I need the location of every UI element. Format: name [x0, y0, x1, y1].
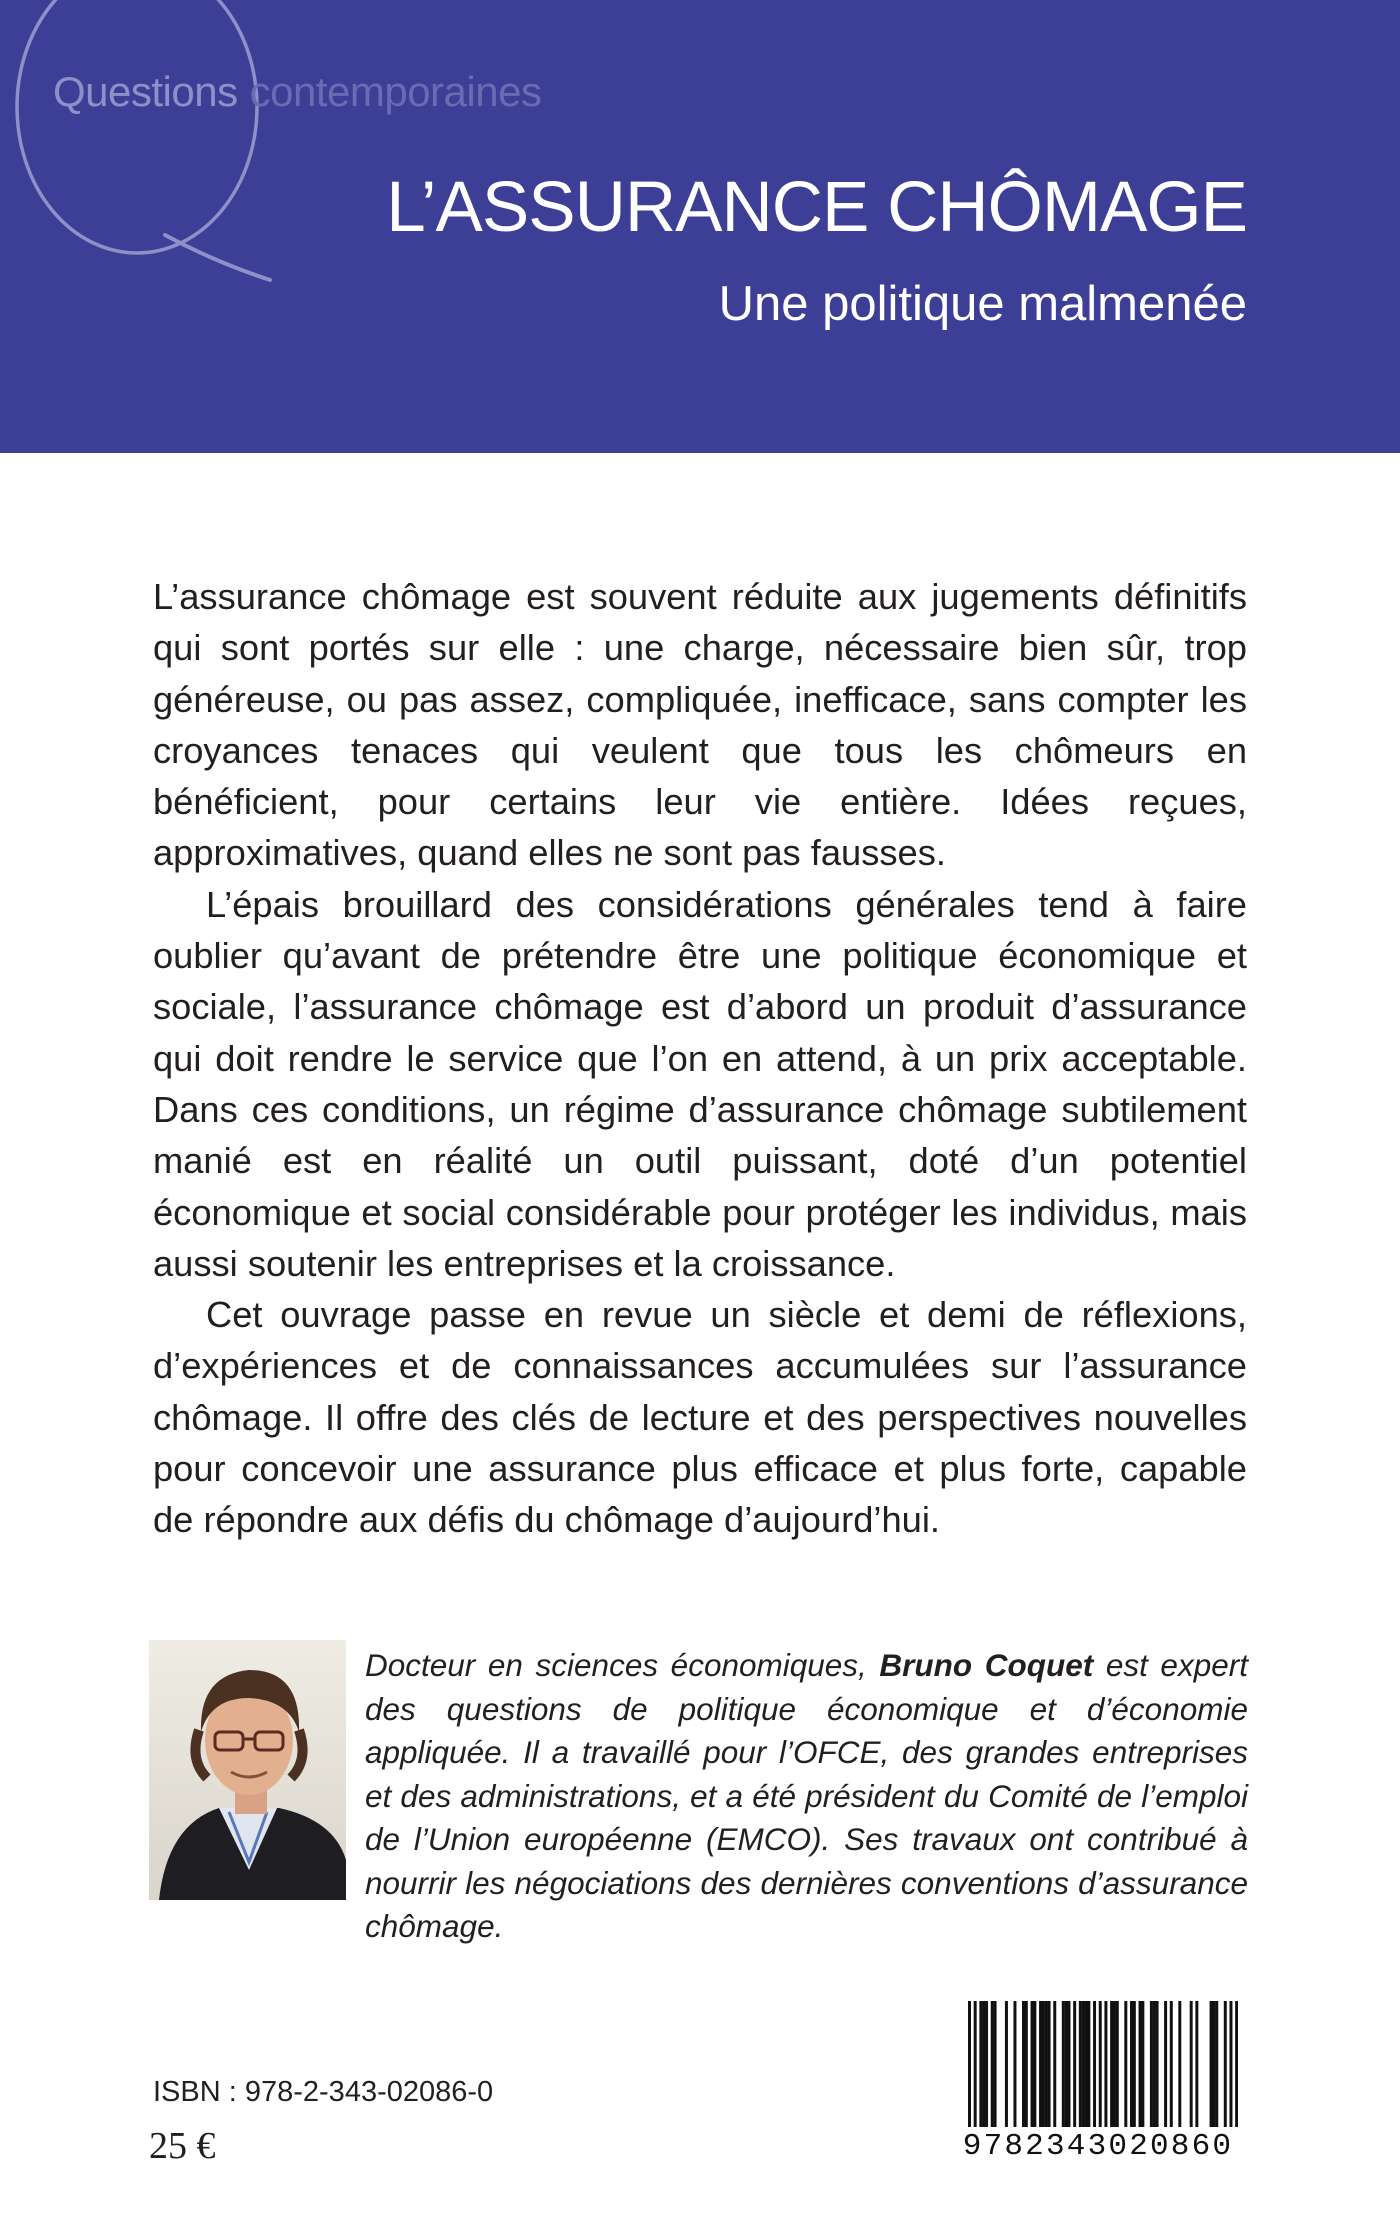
barcode-bar [982, 2001, 985, 2127]
series-word-contemporaines: contemporaines [249, 68, 542, 115]
barcode-bar [994, 2001, 997, 2127]
barcode-bar [1042, 2001, 1045, 2127]
book-title: L’ASSURANCE CHÔMAGE [386, 168, 1247, 247]
isbn: ISBN : 978-2-343-02086-0 [153, 2076, 494, 2108]
barcode-bar [1067, 2001, 1070, 2127]
barcode-bar [1130, 2001, 1133, 2127]
barcode-bar [1104, 2001, 1107, 2127]
barcode-bar [1210, 2001, 1213, 2127]
cover-header [0, 0, 1400, 453]
barcode-bar [974, 2001, 977, 2127]
author-photo [149, 1640, 346, 1900]
author-bio-text [365, 1644, 1248, 1949]
blurb-paragraph: Cet ouvrage passe en revue un siècle et demi de réflexions, d’expériences et de connaissances accumulées sur l’assurance chômage. Il offre des clés de lecture et des perspectives nouvelles pour concevoir une assurance plus efficace et plus forte, capable de répondre aux défis du chômage d’aujourd’hui. [153, 1294, 1247, 1541]
series-name [53, 68, 541, 116]
barcode-bar [1073, 2001, 1076, 2127]
blurb-paragraph: L’assurance chômage est souvent réduite aux jugements définitifs qui sont portés sur elle : une charge, nécessaire bien sûr, trop généreuse, ou pas assez, compliquée, inefficace, sans compter les croyances tenaces qui veulent que tous les chômeurs en bénéficient, pour certains leur vie entière. Idées reçues, approximatives, quand elles ne sont pas fausses. [153, 576, 1247, 874]
author-name: Bruno Coquet [879, 1647, 1094, 1683]
barcode-bar [1190, 2001, 1193, 2127]
barcode-bar [968, 2001, 971, 2127]
barcode-bar [1005, 2001, 1008, 2127]
barcode-bar [1235, 2001, 1238, 2127]
barcode-bar [1048, 2001, 1051, 2127]
barcode-bar [1141, 2001, 1144, 2127]
barcode-bar [1113, 2001, 1116, 2127]
barcode-bar [1053, 2001, 1056, 2127]
barcode-bar [1229, 2001, 1232, 2127]
barcode-bar [1045, 2001, 1048, 2127]
barcode-bar [985, 2001, 988, 2127]
book-subtitle: Une politique malmenée [718, 277, 1247, 331]
barcode-bar [1079, 2001, 1082, 2127]
price: 25 € [149, 2125, 216, 2167]
author-bio-intro: Docteur en sciences économiques, [365, 1647, 880, 1683]
barcode-bar [1215, 2001, 1218, 2127]
barcode-bar [1139, 2001, 1142, 2127]
barcode [950, 2001, 1246, 2171]
barcode-bar [1124, 2001, 1127, 2127]
barcode-bar [991, 2001, 994, 2127]
series-word-questions: Questions [53, 68, 238, 115]
barcode-bar [1170, 2001, 1173, 2127]
barcode-bar [979, 2001, 982, 2127]
barcode-bar [1033, 2001, 1036, 2127]
q-logo-icon [0, 0, 300, 300]
author-bio-rest: est expert des questions de politique économique et d’économie appliquée. Il a travaillé pour l’OFCE, des grandes entreprises et des administrations, et a été président du Comité de l’emploi de l’Union européenne (EMCO). Ses travaux ont contribué à nourrir les négociations des dernières conventions d’assurance chômage. [365, 1647, 1248, 1944]
barcode-bar [1039, 2001, 1042, 2127]
barcode-bar [1062, 2001, 1065, 2127]
barcode-bar [1025, 2001, 1028, 2127]
barcode-bar [1150, 2001, 1153, 2127]
barcode-bar [1110, 2001, 1113, 2127]
barcode-bar [1116, 2001, 1119, 2127]
barcode-bar [1153, 2001, 1156, 2127]
barcode-bar [1224, 2001, 1227, 2127]
barcode-bar [1013, 2001, 1016, 2127]
barcode-bar [1022, 2001, 1025, 2127]
barcode-bar [1133, 2001, 1136, 2127]
barcode-bar [1085, 2001, 1088, 2127]
barcode-bar [1099, 2001, 1102, 2127]
barcode-bar [1156, 2001, 1159, 2127]
author-portrait-icon [149, 1640, 346, 1900]
barcode-bar [1082, 2001, 1085, 2127]
barcode-bar [1212, 2001, 1215, 2127]
back-cover-blurb [153, 571, 1247, 1546]
barcode-bar [1178, 2001, 1181, 2127]
barcode-bar [1195, 2001, 1198, 2127]
barcode-bar [1031, 2001, 1034, 2127]
barcode-bars-icon [968, 2001, 1238, 2127]
barcode-digits: 9782343020860 [962, 2129, 1234, 2164]
barcode-bar [1087, 2001, 1090, 2127]
barcode-bar [1164, 2001, 1167, 2127]
barcode-bar [1065, 2001, 1068, 2127]
author-bio [365, 1644, 1248, 1949]
blurb-paragraph: L’épais brouillard des considérations générales tend à faire oublier qu’avant de prétendre être une politique économique et sociale, l’assurance chômage est d’abord un produit d’assurance qui doit rendre le service que l’on en attend, à un prix acceptable. Dans ces conditions, un régime d’assurance chômage subtilement manié est en réalité un outil puissant, doté d’un potentiel économique et social considérable pour protéger les individus, mais aussi soutenir les entreprises et la croissance. [153, 883, 1247, 1284]
barcode-bar [1093, 2001, 1096, 2127]
